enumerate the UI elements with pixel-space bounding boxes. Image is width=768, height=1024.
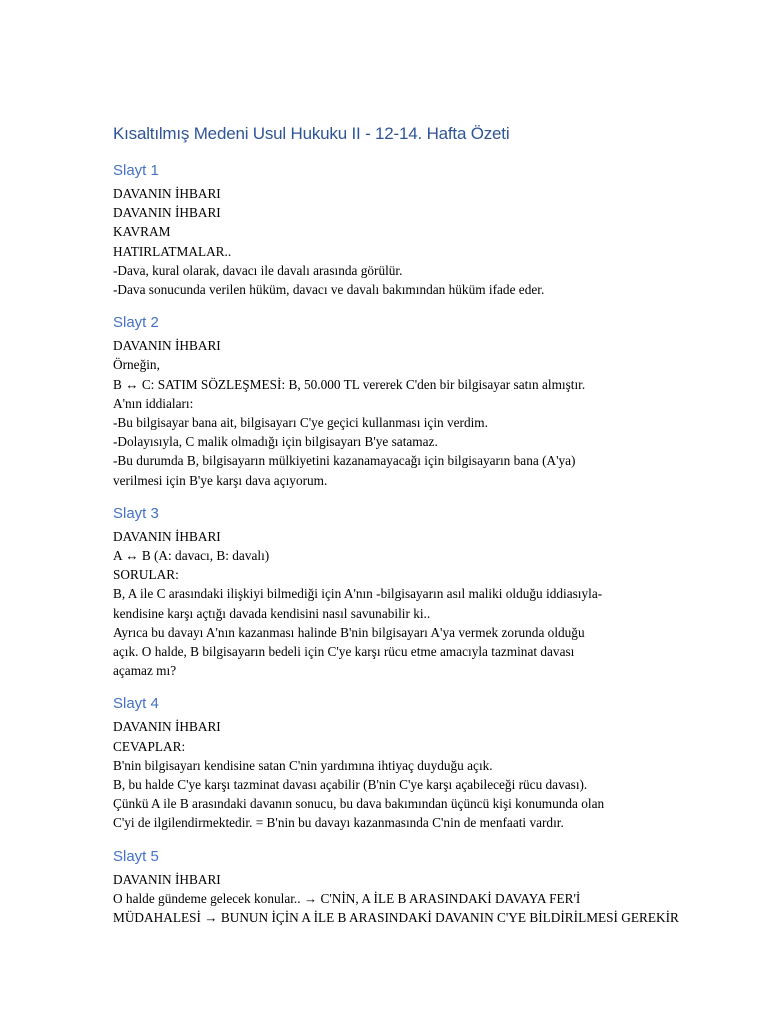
slide-text-line: -Bu bilgisayar bana ait, bilgisayarı C'ye geçici kullanması için verdim. xyxy=(113,415,488,431)
slide-text-line: A ↔ B (A: davacı, B: davalı) xyxy=(113,548,270,564)
slide-text-line: Çünkü A ile B arasındaki davanın sonucu, bu dava bakımından üçüncü kişi konumunda olan xyxy=(113,796,605,812)
slide-text-line: -Dava sonucunda verilen hüküm, davacı ve davalı bakımından hüküm ifade eder. xyxy=(113,282,545,298)
slide-text-line: Ayrıca bu davayı A'nın kazanması halinde B'nin bilgisayarı A'ya vermek zorunda olduğu xyxy=(113,624,585,640)
slide-section xyxy=(113,504,658,681)
slide-text-line: -Dava, kural olarak, davacı ile davalı arasında görülür. xyxy=(113,262,403,278)
slide-section xyxy=(113,694,658,832)
slide-heading: Slayt 4 xyxy=(113,695,159,713)
slide-text-line: B, bu halde C'ye karşı tazminat davası açabilir (B'nin C'ye karşı açabileceği rücu davası). xyxy=(113,777,588,793)
slide-heading: Slayt 5 xyxy=(113,847,159,865)
document-page xyxy=(113,124,679,941)
slide-heading: Slayt 2 xyxy=(113,314,159,332)
slide-text-line: kendisine karşı açtığı davada kendisini nasıl savunabilir ki.. xyxy=(113,605,431,621)
slide-text-line: verilmesi için B'ye karşı dava açıyorum. xyxy=(113,472,328,488)
slide-section xyxy=(113,847,679,928)
slide-text-line: KAVRAM xyxy=(113,224,171,240)
slide-text-line: -Bu durumda B, bilgisayarın mülkiyetini kazanamayacağı için bilgisayarın bana (A'ya) xyxy=(113,453,576,469)
slide-text-line: DAVANIN İHBARI xyxy=(113,719,221,735)
slide-section xyxy=(113,161,658,299)
slide-text-line: O halde gündeme gelecek konular.. → C'NİN, A İLE B ARASINDAKİ DAVAYA FER'İ xyxy=(113,890,581,906)
slide-text-line: DAVANIN İHBARI xyxy=(113,871,221,887)
slide-text-line: SORULAR: xyxy=(113,567,179,583)
slide-section xyxy=(113,313,658,490)
slide-text-line: Örneğin, xyxy=(113,357,160,373)
slide-heading: Slayt 3 xyxy=(113,504,159,522)
slide-text-line: DAVANIN İHBARI xyxy=(113,205,221,221)
slide-text-line: B, A ile C arasındaki ilişkiyi bilmediği için A'nın -bilgisayarın asıl maliki olduğu iddiasıyla- xyxy=(113,586,603,602)
slide-text-line: B ↔ C: SATIM SÖZLEŞMESİ: B, 50.000 TL vererek C'den bir bilgisayar satın almıştır. xyxy=(113,376,586,392)
slide-text-line: DAVANIN İHBARI xyxy=(113,186,221,201)
slide-text-line: MÜDAHALESİ → BUNUN İÇİN A İLE B ARASINDAKİ DAVANIN C'YE BİLDİRİLMESİ GEREKİR xyxy=(113,910,679,926)
slide-text-line: B'nin bilgisayarı kendisine satan C'nin yardımına ihtiyaç duyduğu açık. xyxy=(113,757,493,773)
slide-text-line: DAVANIN İHBARI xyxy=(113,338,221,354)
slide-text-line: açamaz mı? xyxy=(113,663,177,679)
slide-heading: Slayt 1 xyxy=(113,162,159,179)
slide-list xyxy=(113,161,679,927)
slide-text-line: CEVAPLAR: xyxy=(113,738,186,754)
slide-text-line: A'nın iddiaları: xyxy=(113,395,194,411)
slide-text-line: DAVANIN İHBARI xyxy=(113,528,221,544)
slide-text-line: C'yi de ilgilendirmektedir. = B'nin bu davayı kazanmasında C'nin de menfaati vardır. xyxy=(113,815,564,831)
slide-text-line: -Dolayısıyla, C malik olmadığı için bilgisayarı B'ye satamaz. xyxy=(113,434,438,450)
document-title: Kısaltılmış Medeni Usul Hukuku II - 12-14. Hafta Özeti xyxy=(113,124,510,143)
slide-text-line: açık. O halde, B bilgisayarın bedeli için C'ye karşı rücu etme amacıyla tazminat davası xyxy=(113,644,575,660)
slide-text-line: HATIRLATMALAR.. xyxy=(113,243,232,259)
